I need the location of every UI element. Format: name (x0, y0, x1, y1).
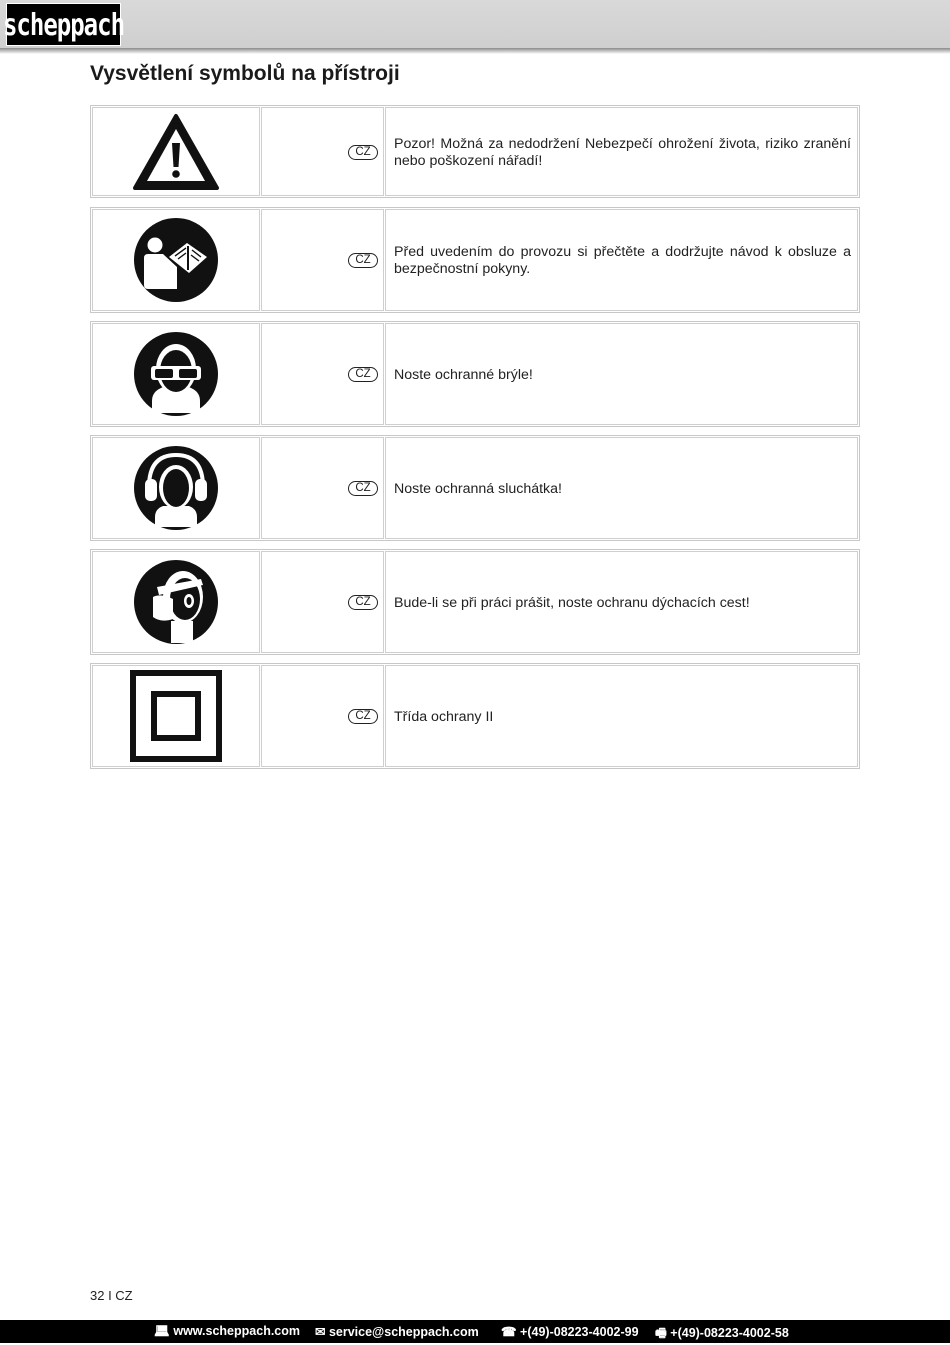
language-cell (261, 437, 384, 539)
protection-class-ii-icon (130, 670, 222, 762)
description-cell (385, 551, 858, 653)
email-icon: ✉ (315, 1325, 329, 1339)
computer-icon: 💻︎ (154, 1324, 174, 1338)
fax-item (655, 1324, 789, 1345)
description-cell (385, 665, 858, 767)
website-link[interactable]: www.scheppach.com (173, 1324, 300, 1338)
symbol-row (90, 207, 860, 313)
symbol-cell (92, 665, 260, 767)
language-badge: CZ (348, 367, 378, 382)
description-cell (385, 437, 858, 539)
symbol-description: Bude-li se při práci prášit, noste ochranu dýchacích cest! (394, 595, 750, 611)
symbol-description: Pozor! Možná za nedodržení Nebezpečí ohrožení života, riziko zranění nebo poškození nářadí! (394, 136, 851, 169)
email-link-item[interactable] (315, 1324, 479, 1339)
symbol-description: Třída ochrany II (394, 709, 494, 725)
description-cell (385, 107, 858, 196)
symbol-description: Noste ochranná sluchátka! (394, 481, 562, 497)
language-cell (261, 551, 384, 653)
language-badge: CZ (348, 709, 378, 724)
logo-text: scheppach (2, 7, 125, 42)
symbol-description: Před uvedením do provozu si přečtěte a dodržujte návod k obsluze a bezpečnostní pokyny. (394, 244, 851, 277)
symbol-cell (92, 551, 260, 653)
dust-mask-icon (133, 559, 219, 645)
language-cell (261, 665, 384, 767)
symbol-row (90, 435, 860, 541)
scheppach-logo (2, 3, 125, 46)
fax-icon: 🖷︎ (655, 1326, 671, 1340)
language-badge: CZ (348, 595, 378, 610)
read-manual-icon (133, 217, 219, 303)
symbol-cell (92, 323, 260, 425)
symbol-row (90, 105, 860, 198)
symbol-row (90, 321, 860, 427)
description-cell (385, 209, 858, 311)
symbol-cell (92, 209, 260, 311)
fax-number: +(49)-08223-4002-58 (670, 1326, 789, 1340)
language-cell (261, 209, 384, 311)
phone-icon: ☎ (501, 1325, 521, 1339)
header-bar (0, 0, 950, 48)
warning-triangle-icon (132, 112, 220, 192)
footer-bar (0, 1320, 950, 1343)
phone-number: +(49)-08223-4002-99 (520, 1325, 639, 1339)
symbol-cell (92, 107, 260, 196)
website-link-item[interactable] (154, 1324, 300, 1339)
symbol-row (90, 663, 860, 769)
language-cell (261, 323, 384, 425)
email-link[interactable]: service@scheppach.com (328, 1325, 479, 1339)
safety-goggles-icon (133, 331, 219, 417)
symbol-row (90, 549, 860, 655)
page-title: Vysvětlení symbolů na přístroji (90, 62, 400, 85)
description-cell (385, 323, 858, 425)
symbol-description: Noste ochranné brýle! (394, 367, 533, 383)
ear-protection-icon (133, 445, 219, 531)
language-cell (261, 107, 384, 196)
language-badge: CZ (348, 145, 378, 160)
phone-item (501, 1324, 639, 1339)
language-badge: CZ (348, 253, 378, 268)
header-shadow (0, 48, 950, 54)
page-number: 32 I CZ (90, 1288, 133, 1303)
language-badge: CZ (348, 481, 378, 496)
symbol-cell (92, 437, 260, 539)
